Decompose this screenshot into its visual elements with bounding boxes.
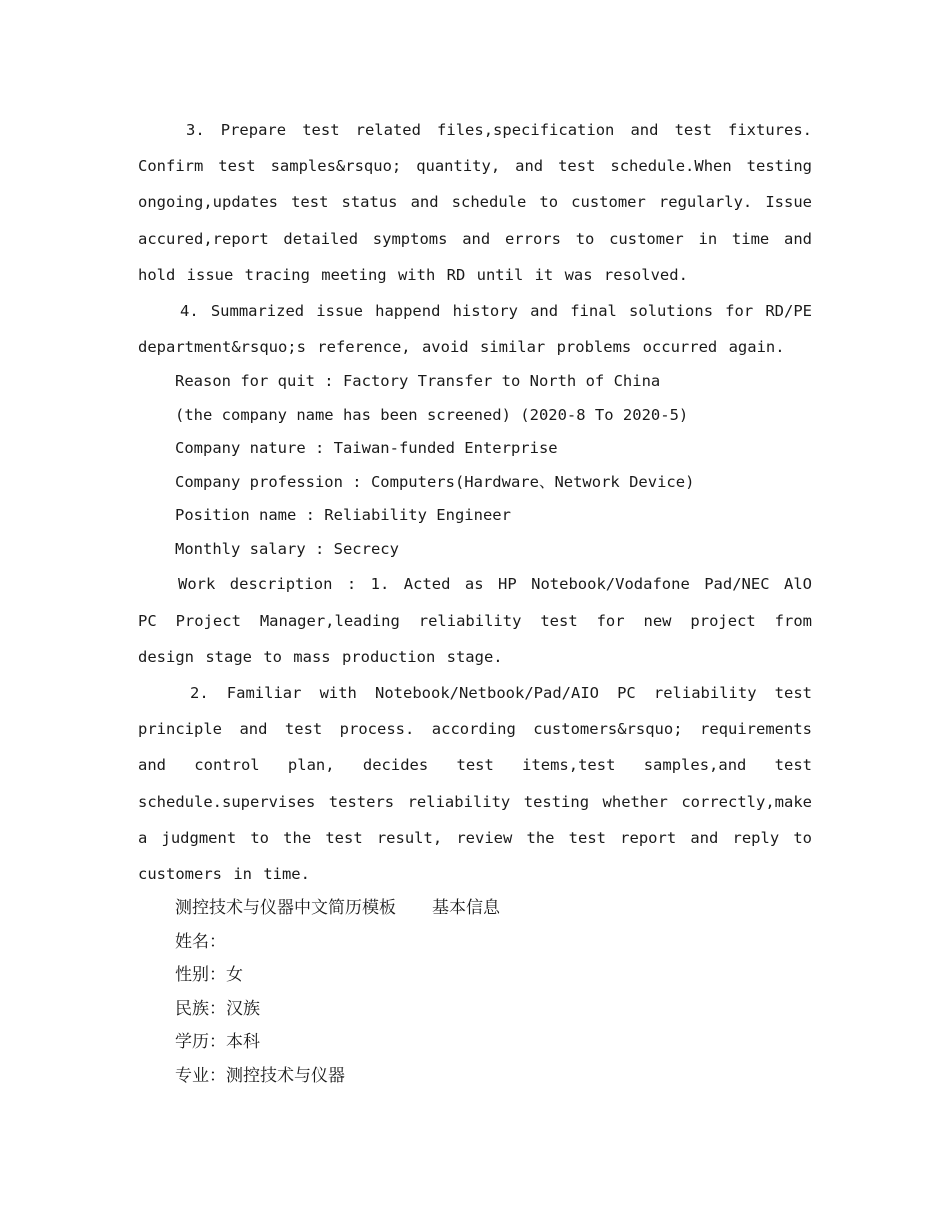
paragraph-item-3: 3. Prepare test related files,specification and test fixtures. Confirm test samples&rsquo; quantity, and test schedule.When testing ongoing,updates test status and schedule to customer regularly. Issue accured,report detailed symptoms and errors to customer in time and hold issue tracing meeting with RD until it was resolved. xyxy=(138,121,812,284)
paragraph-item-2: 2. Familiar with Notebook/Netbook/Pad/AIO PC reliability test principle and test process. according customers&rsquo; requirements and control plan, decides test items,test samples,and test schedule.supervises testers reliability testing whether correctly,make a judgment to the test result, review the test report and reply to customers in time. xyxy=(138,684,812,884)
major-field: 专业：测控技术与仪器 xyxy=(175,1065,345,1086)
resume-title-line xyxy=(138,892,812,926)
reason-for-quit: Reason for quit : Factory Transfer to North of China xyxy=(175,372,661,391)
gender-field: 性别：女 xyxy=(175,965,243,986)
ethnicity-field: 民族：汉族 xyxy=(175,998,260,1019)
name-field: 姓名： xyxy=(175,931,226,952)
template-title: 测控技术与仪器中文简历模板 xyxy=(175,898,396,919)
work-description: Work description : 1. Acted as HP Notebook/Vodafone Pad/NEC AlO PC Project Manager,leading reliability test for new project from design stage to mass production stage. xyxy=(138,575,812,666)
monthly-salary: Monthly salary : Secrecy xyxy=(175,539,399,558)
company-nature: Company nature : Taiwan-funded Enterprise xyxy=(175,439,558,458)
education-field: 学历：本科 xyxy=(175,1032,260,1053)
paragraph-item-4: 4. Summarized issue happend history and final solutions for RD/PE department&rsquo;s reference, avoid similar problems occurred again. xyxy=(138,302,812,357)
document-page xyxy=(138,112,812,1093)
basic-info-heading: 基本信息 xyxy=(432,898,500,919)
position-name: Position name : Reliability Engineer xyxy=(175,506,511,525)
company-period: (the company name has been screened) (2020-8 To 2020-5) xyxy=(175,405,689,424)
company-profession: Company profession : Computers(Hardware、Network Device) xyxy=(175,472,695,491)
